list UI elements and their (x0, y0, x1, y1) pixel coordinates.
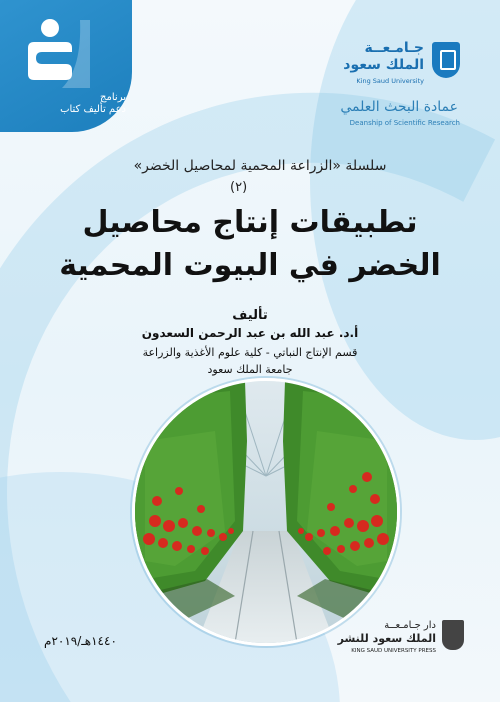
deanship-english: Deanship of Scientific Research (349, 119, 460, 127)
university-logo (330, 40, 460, 94)
press-arabic-line1: دار جـامـعــة (384, 620, 436, 631)
book-title-line1: تطبيقات إنتاج محاصيل (82, 205, 418, 240)
program-text-line2: دعم تأليف كتاب (60, 104, 126, 115)
author-label: تأليف (232, 308, 268, 323)
press-english: KING SAUD UNIVERSITY PRESS (351, 648, 436, 654)
logo-arabic-line1: جـامـعــة (364, 40, 424, 56)
press-arabic-line2: الملك سعود للنشر (337, 632, 436, 645)
press-emblem-icon (442, 620, 464, 650)
logo-english: King Saud University (356, 77, 424, 85)
press-logo (314, 620, 464, 660)
author-university: جامعة الملك سعود (207, 363, 293, 376)
author-name: أ.د. عبد الله بن عبد الرحمن السعدون (141, 326, 359, 340)
greenhouse-illustration (135, 381, 397, 643)
logo-arabic-line2: الملك سعود (343, 57, 424, 73)
series-title: سلسلة «الزراعة المحمية لمحاصيل الخضر» (133, 158, 387, 174)
program-corner (0, 0, 132, 132)
publication-date: ١٤٤٠هـ/٢٠١٩م (44, 634, 117, 648)
author-department: قسم الإنتاج النباتي - كلية علوم الأغذية والزراعة (142, 346, 358, 359)
stylized-book-icon (22, 18, 92, 88)
program-text (6, 92, 126, 116)
greenhouse-photo (132, 378, 400, 646)
ksu-emblem-icon (432, 42, 460, 78)
program-text-line1: برنامج (100, 92, 126, 103)
deanship-arabic: عمادة البحث العلمي (340, 99, 458, 115)
book-title-line2: الخضر في البيوت المحمية (59, 248, 441, 283)
series-number: (٢) (230, 180, 248, 195)
